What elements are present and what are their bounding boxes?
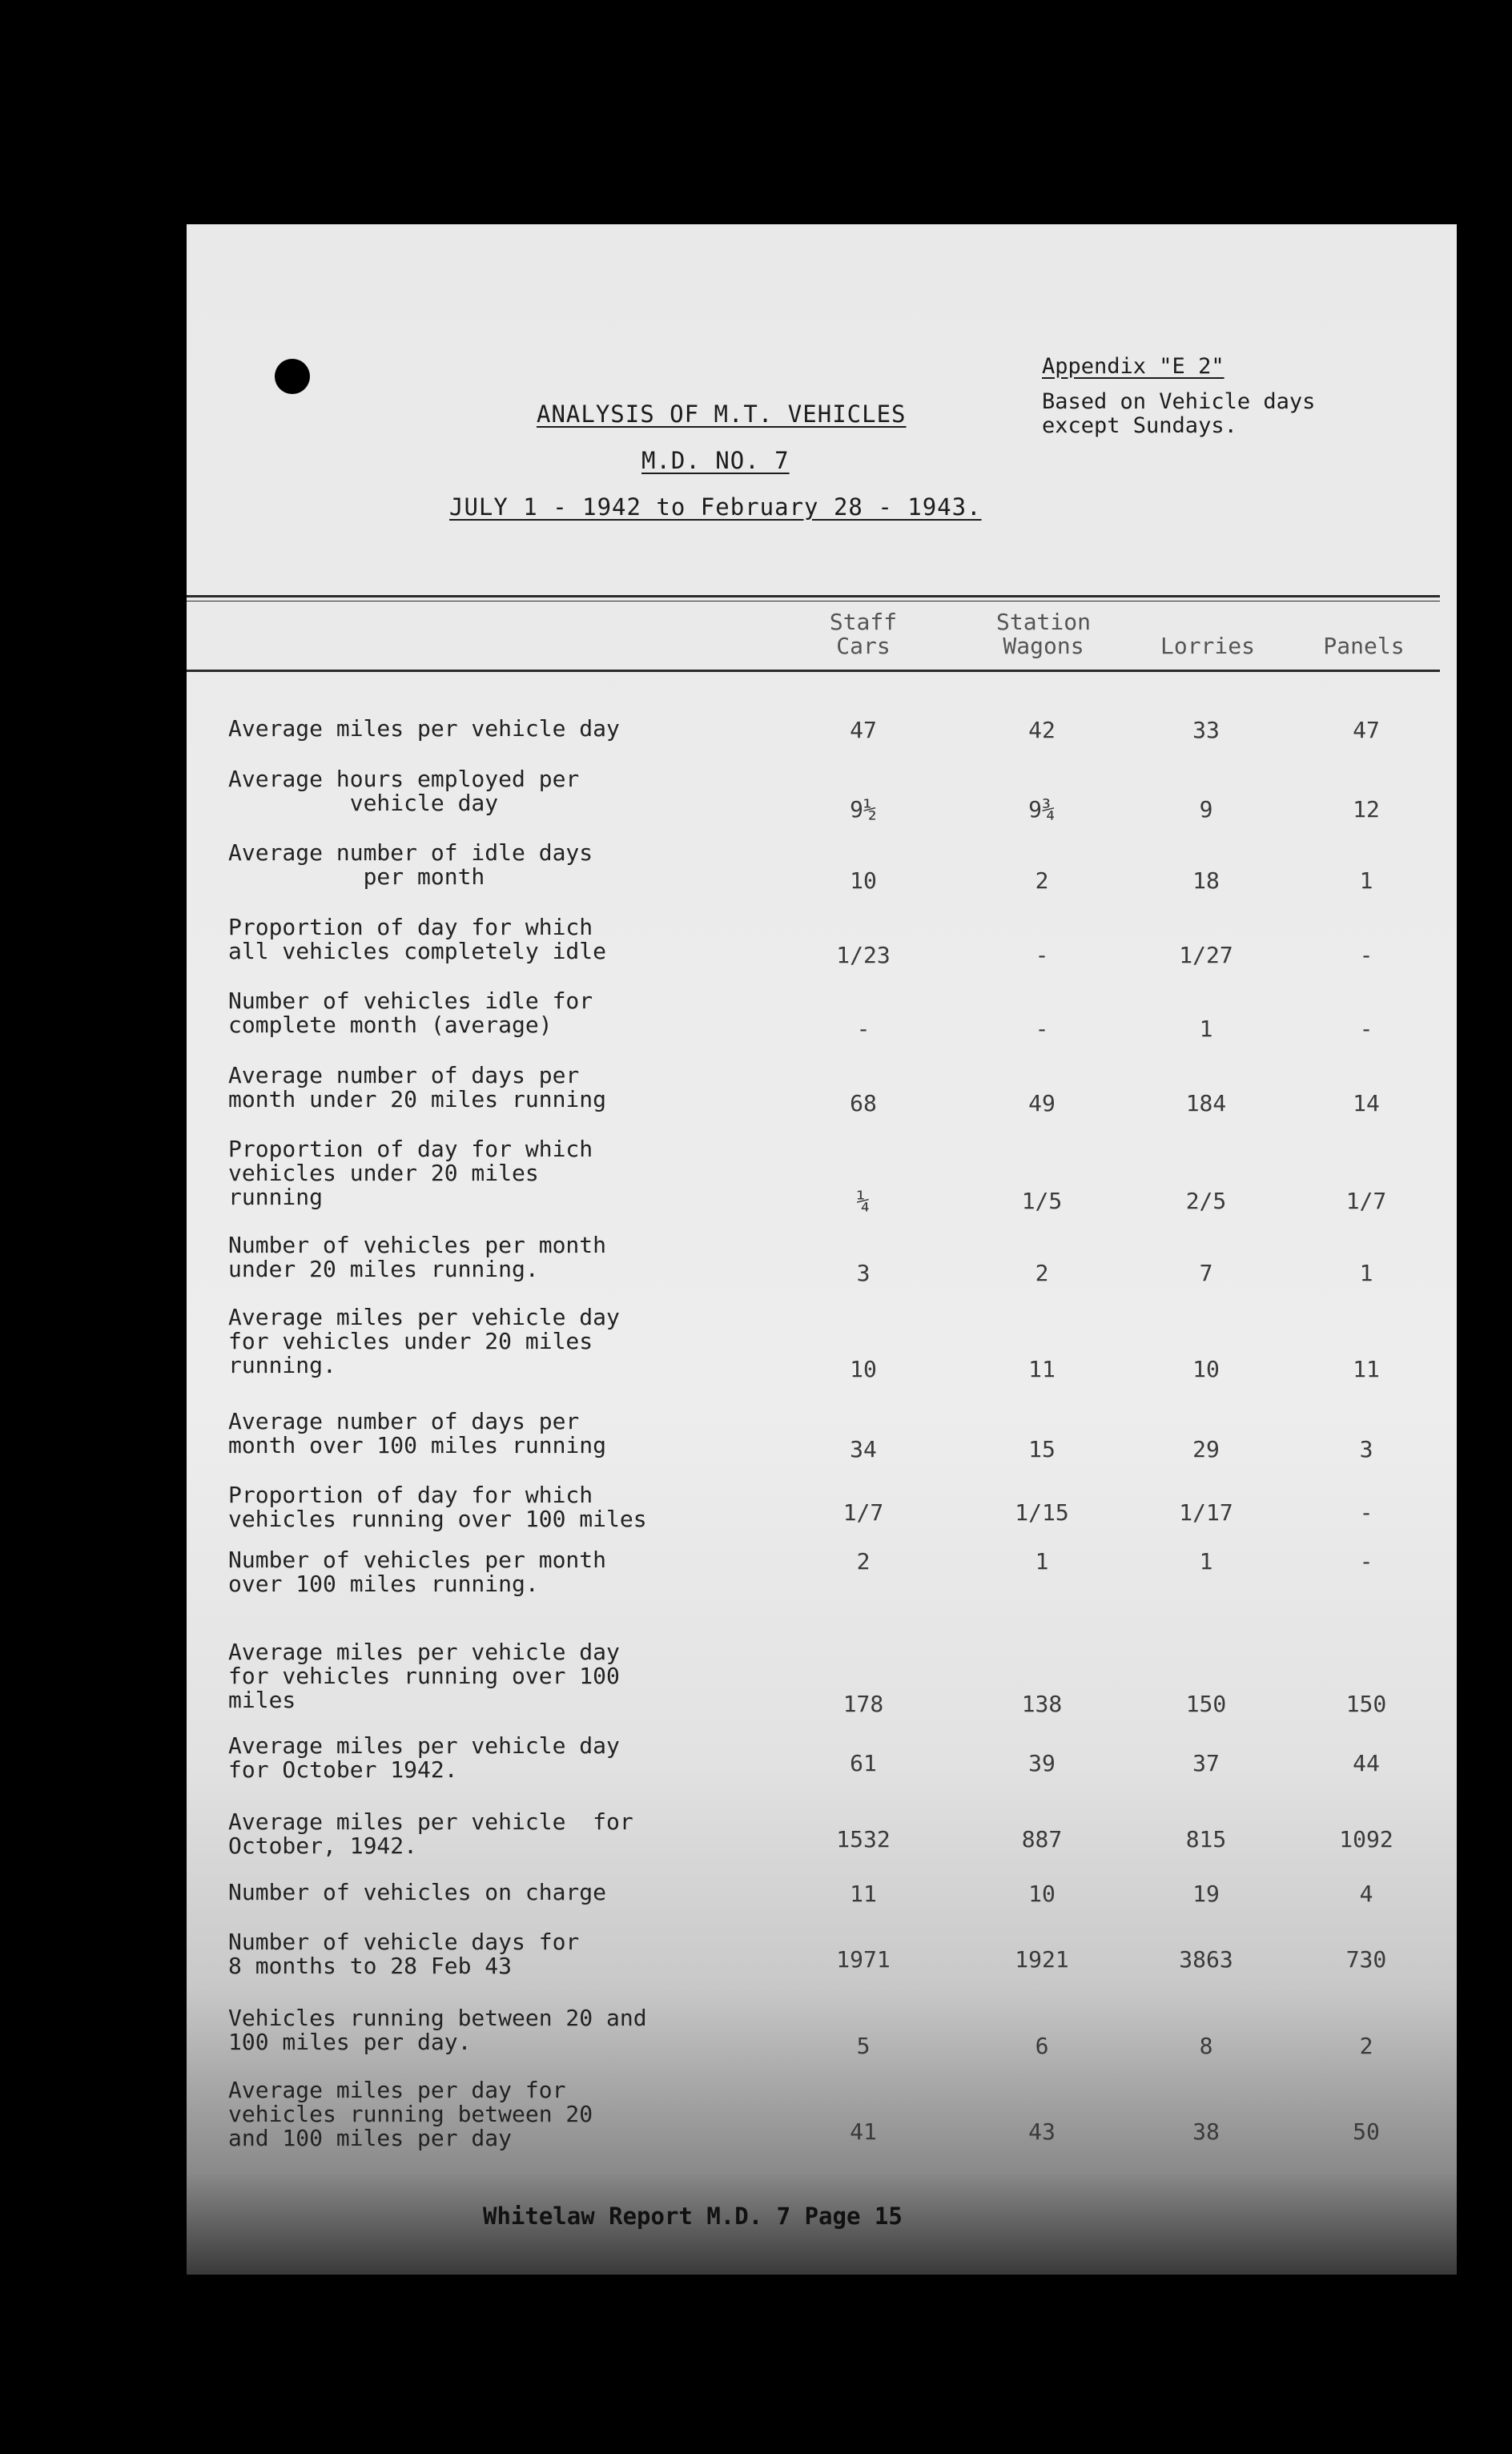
lorries-value: 37 [1192, 1750, 1220, 1776]
staff-cars-value: 1/7 [842, 1499, 884, 1526]
row-label: Number of vehicles idle for complete month (average) [228, 988, 593, 1038]
station-wagons-value: 1 [1035, 1548, 1049, 1575]
staff-cars-value: 5 [856, 2033, 871, 2059]
station-wagons-value: 11 [1028, 1356, 1056, 1382]
row-label: Average miles per vehicle day for October 1942. [228, 1732, 620, 1783]
lorries-value: 18 [1192, 867, 1220, 894]
lorries-value: 184 [1185, 1090, 1227, 1116]
row-label: Proportion of day for which vehicles running over 100 miles [228, 1482, 647, 1532]
panels-value: 1 [1359, 867, 1373, 894]
lorries-value: 10 [1192, 1356, 1220, 1382]
staff-cars-value: 1971 [836, 1946, 891, 1973]
panels-value: 14 [1353, 1090, 1380, 1116]
panels-value: 1/7 [1345, 1188, 1387, 1214]
staff-cars-value: 34 [850, 1436, 877, 1462]
lorries-value: 33 [1192, 717, 1220, 743]
panels-value: 44 [1353, 1750, 1380, 1776]
appendix-label: Appendix "E 2" [1042, 354, 1224, 379]
panels-value: 150 [1345, 1691, 1387, 1717]
staff-cars-value: 10 [850, 1356, 877, 1382]
lorries-value: 7 [1199, 1260, 1213, 1286]
panels-value: - [1359, 1016, 1373, 1042]
station-wagons-value: 9¾ [1028, 796, 1056, 823]
basis-line-2: except Sundays. [1042, 413, 1237, 438]
station-wagons-value: 10 [1028, 1881, 1056, 1907]
station-wagons-value: 15 [1028, 1436, 1056, 1462]
lorries-value: 150 [1185, 1691, 1227, 1717]
station-wagons-value: 887 [1021, 1826, 1063, 1853]
panels-value: 2 [1359, 2033, 1373, 2059]
row-label: Number of vehicle days for 8 months to 28 Feb 43 [228, 1929, 580, 1979]
row-label: Number of vehicles per month over 100 miles running. [228, 1547, 607, 1597]
staff-cars-value: 1/23 [836, 942, 891, 968]
panels-value: - [1359, 942, 1373, 968]
panels-value: 1092 [1339, 1826, 1393, 1853]
col-header-lorries: Lorries [1160, 633, 1255, 659]
station-wagons-value: 39 [1028, 1750, 1056, 1776]
col-header-staff-cars: Staff Cars [829, 609, 898, 659]
panels-value: 3 [1359, 1436, 1373, 1462]
station-wagons-value: 6 [1035, 2033, 1049, 2059]
staff-cars-value: 41 [850, 2118, 877, 2145]
lorries-value: 2/5 [1185, 1188, 1227, 1214]
panels-value: 47 [1353, 717, 1380, 743]
station-wagons-value: - [1035, 1016, 1049, 1042]
panels-value: - [1359, 1548, 1373, 1575]
panels-value: 4 [1359, 1881, 1373, 1907]
row-label: Average number of idle days per month [228, 839, 593, 890]
appendix-block [1042, 355, 1315, 438]
col-header-station-wagons: Station Wagons [995, 609, 1091, 659]
staff-cars-value: 47 [850, 717, 877, 743]
lorries-value: 3863 [1179, 1946, 1233, 1973]
station-wagons-value: 1921 [1015, 1946, 1069, 1973]
basis-line-1: Based on Vehicle days [1042, 389, 1316, 414]
row-label: Average miles per vehicle for October, 1942. [228, 1808, 633, 1859]
lorries-value: 38 [1192, 2118, 1220, 2145]
document-title: ANALYSIS OF M.T. VEHICLES [537, 400, 907, 428]
panels-value: 11 [1353, 1356, 1380, 1382]
staff-cars-value: - [856, 1016, 871, 1042]
staff-cars-value: 3 [856, 1260, 871, 1286]
staff-cars-value: 68 [850, 1090, 877, 1116]
row-label: Proportion of day for which all vehicles completely idle [228, 914, 607, 964]
top-rule [187, 595, 1440, 597]
station-wagons-value: 1/5 [1021, 1188, 1063, 1214]
panels-value: 12 [1353, 796, 1380, 823]
station-wagons-value: 49 [1028, 1090, 1056, 1116]
header-bottom-rule [187, 670, 1440, 672]
period-title: JULY 1 - 1942 to February 28 - 1943. [449, 493, 982, 521]
lorries-value: 1/27 [1179, 942, 1233, 968]
lorries-value: 9 [1199, 796, 1213, 823]
staff-cars-value: 10 [850, 867, 877, 894]
lorries-value: 815 [1185, 1826, 1227, 1853]
row-label: Number of vehicles on charge [228, 1879, 607, 1905]
lorries-value: 29 [1192, 1436, 1220, 1462]
station-wagons-value: 138 [1021, 1691, 1063, 1717]
row-label: Average hours employed per vehicle day [228, 766, 580, 816]
panels-value: - [1359, 1499, 1373, 1526]
station-wagons-value: 1/15 [1015, 1499, 1069, 1526]
row-label: Number of vehicles per month under 20 miles running. [228, 1232, 607, 1282]
panels-value: 50 [1353, 2118, 1380, 2145]
staff-cars-value: 61 [850, 1750, 877, 1776]
lorries-value: 8 [1199, 2033, 1213, 2059]
station-wagons-value: 42 [1028, 717, 1056, 743]
document-page [187, 224, 1457, 2275]
lorries-value: 19 [1192, 1881, 1220, 1907]
panels-value: 1 [1359, 1260, 1373, 1286]
row-label: Average miles per vehicle day for vehicles under 20 miles running. [228, 1304, 620, 1378]
row-label: Vehicles running between 20 and 100 miles per day. [228, 2005, 647, 2055]
station-wagons-value: 2 [1035, 1260, 1049, 1286]
punch-hole [275, 359, 310, 394]
row-label: Average number of days per month under 20 miles running [228, 1062, 607, 1112]
district-title: M.D. NO. 7 [641, 447, 790, 474]
lorries-value: 1/17 [1179, 1499, 1233, 1526]
col-header-panels: Panels [1323, 633, 1405, 659]
row-label: Average miles per vehicle day [228, 715, 620, 742]
station-wagons-value: 2 [1035, 867, 1049, 894]
staff-cars-value: 9½ [850, 796, 877, 823]
staff-cars-value: 2 [856, 1548, 871, 1575]
staff-cars-value: 1532 [836, 1826, 891, 1853]
staff-cars-value: 11 [850, 1881, 877, 1907]
station-wagons-value: - [1035, 942, 1049, 968]
staff-cars-value: ¼ [856, 1188, 871, 1214]
lorries-value: 1 [1199, 1016, 1213, 1042]
lorries-value: 1 [1199, 1548, 1213, 1575]
row-label: Average miles per vehicle day for vehicles running over 100 miles [228, 1639, 620, 1713]
row-label: Proportion of day for which vehicles under 20 miles running [228, 1136, 593, 1210]
row-label: Average number of days per month over 100 miles running [228, 1408, 607, 1458]
staff-cars-value: 178 [842, 1691, 884, 1717]
footer-reference: Whitelaw Report M.D. 7 Page 15 [483, 2203, 903, 2230]
panels-value: 730 [1345, 1946, 1387, 1973]
row-label: Average miles per day for vehicles running between 20 and 100 miles per day [228, 2077, 593, 2151]
station-wagons-value: 43 [1028, 2118, 1056, 2145]
